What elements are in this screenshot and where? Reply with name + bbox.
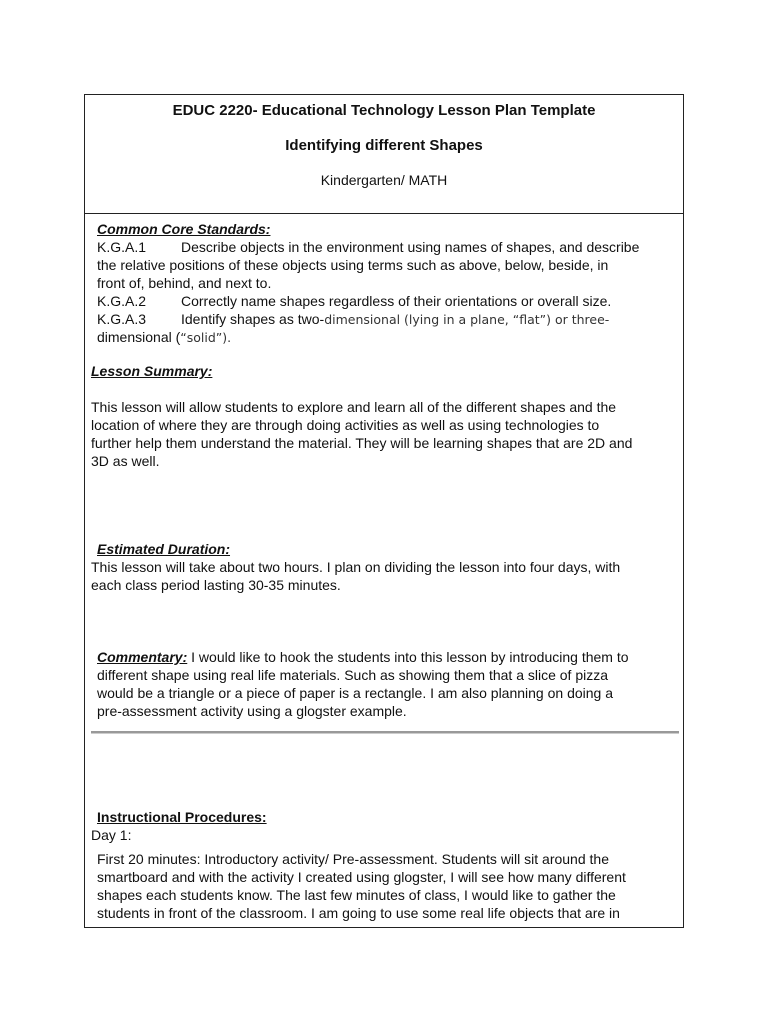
standard-code: K.G.A.2 [97,293,147,309]
section-divider [91,731,679,734]
duration-heading: Estimated Duration: [97,541,231,557]
summary-line: location of where they are through doing activities as well as using technologies to [91,417,600,433]
procedures-heading: Instructional Procedures: [97,809,267,825]
duration-line: This lesson will take about two hours. I plan on dividing the lesson into four days, with [91,559,621,575]
standard-row [97,292,611,310]
lesson-plan-frame [84,94,684,928]
standard-text-line [97,328,231,347]
lesson-title: Identifying different Shapes [285,137,483,154]
standard-text: Describe objects in the environment using names of shapes, and describe [181,239,640,255]
standard-text: Identify shapes as two- [181,311,325,327]
commentary-first-line [97,648,629,666]
summary-line: 3D as well. [91,453,160,469]
standard-text-alt: dimensional (lying in a plane, “flat”) or three- [324,312,610,327]
standard-code: K.G.A.1 [97,239,147,255]
standard-row [97,238,639,256]
summary-heading: Lesson Summary: [91,363,213,379]
procedure-line: smartboard and with the activity I created using glogster, I will see how many different [97,869,626,885]
procedure-line: students in front of the classroom. I am going to use some real life objects that are in [97,905,620,921]
summary-line: further help them understand the material. They will be learning shapes that are 2D and [91,435,633,451]
commentary-text: I would like to hook the students into this lesson by introducing them to [187,649,629,665]
standard-text-alt: “solid”). [180,330,232,345]
standard-text: Correctly name shapes regardless of their orientations or overall size. [181,293,612,309]
standard-text-line: front of, behind, and next to. [97,275,272,291]
standard-text: dimensional ( [97,329,181,345]
commentary-heading: Commentary: [97,649,188,665]
duration-line: each class period lasting 30-35 minutes. [91,577,341,593]
title-block [85,95,683,214]
day-label: Day 1: [91,827,132,843]
standard-text-line: the relative positions of these objects using terms such as above, below, beside, in [97,257,609,273]
commentary-line: would be a triangle or a piece of paper is a rectangle. I am also planning on doing a [97,685,614,701]
standards-heading: Common Core Standards: [97,221,271,237]
standard-row [97,310,609,329]
procedure-line: First 20 minutes: Introductory activity/ Pre-assessment. Students will sit around the [97,851,609,867]
commentary-line: different shape using real life materials. Such as showing them that a slice of pizza [97,667,609,683]
standard-code: K.G.A.3 [97,311,147,327]
commentary-line: pre-assessment activity using a glogster example. [97,703,407,719]
summary-line: This lesson will allow students to explore and learn all of the different shapes and the [91,399,617,415]
grade-subject: Kindergarten/ MATH [320,172,448,188]
procedure-line: shapes each students know. The last few minutes of class, I would like to gather the [97,887,616,903]
document-title: EDUC 2220- Educational Technology Lesson Plan Template [172,102,596,119]
